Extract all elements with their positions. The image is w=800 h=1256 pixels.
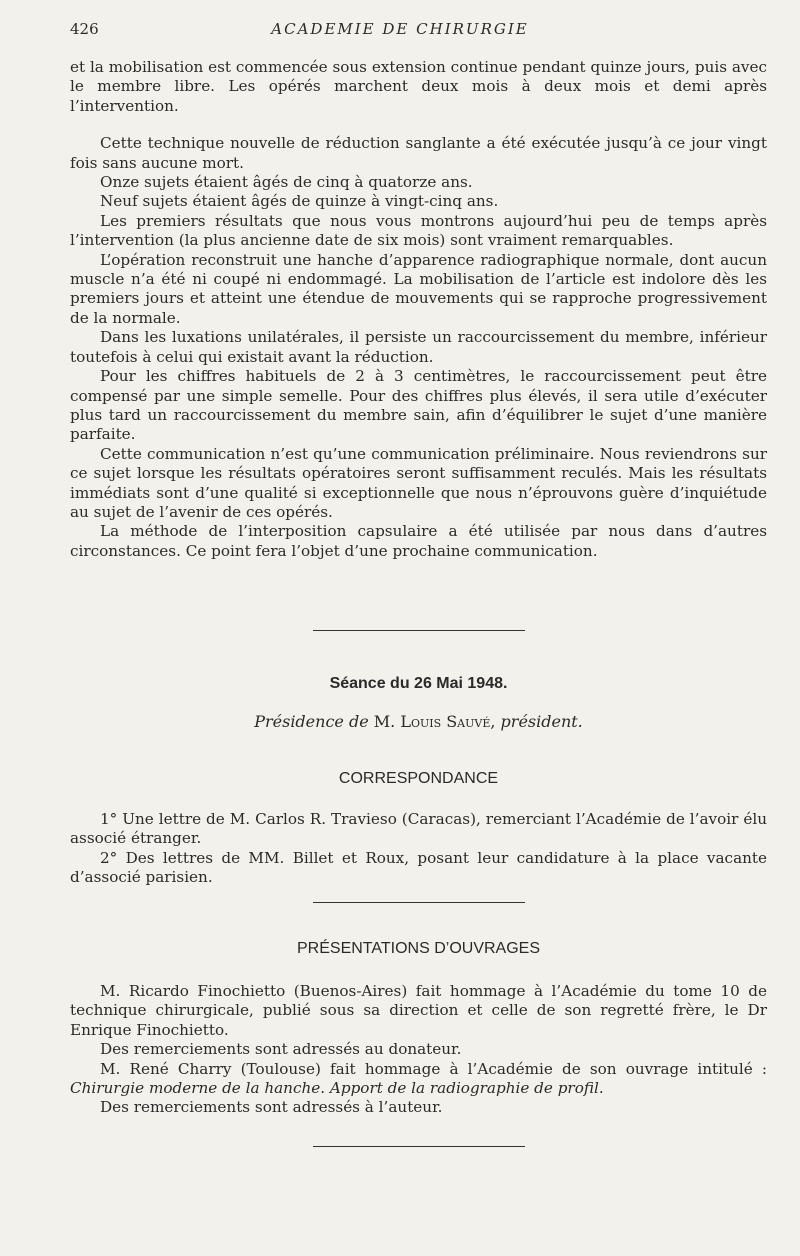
paragraph: Cette communication n’est qu’une communication préliminaire. Nous reviendrons sur ce sujet lorsque les résultats opératoires seront suffisamment reculés. Mais les résultats immédiats sont d’une qualité si exceptionnelle que nous n’éprouvons guère d’inquiétude au sujet de l’avenir de ces opérés. xyxy=(70,444,767,521)
presidence-prefix: Présidence de xyxy=(254,712,369,731)
page-header xyxy=(70,20,770,44)
paragraph: Les premiers résultats que nous vous montrons aujourd’hui peu de temps après l’intervention (la plus ancienne date de six mois) sont vraiment remarquables. xyxy=(70,211,767,250)
body-text-top xyxy=(70,58,767,561)
paragraph: Onze sujets étaient âgés de cinq à quatorze ans. xyxy=(100,173,473,192)
president-name: Louis Sauvé xyxy=(400,712,491,731)
paragraph-text: M. René Charry (Toulouse) fait hommage à l’Académie de son ouvrage intitulé : xyxy=(100,1059,767,1078)
section-divider xyxy=(313,1146,525,1147)
paragraph: et la mobilisation est commencée sous extension continue pendant quinze jours, puis avec le membre libre. Les opérés marchent deux mois à deux mois et demi après l’intervention. xyxy=(70,58,767,115)
paragraph: Cette technique nouvelle de réduction sanglante a été exécutée jusqu’à ce jour vingt fois sans aucune mort. xyxy=(70,134,767,172)
running-title: ACADEMIE DE CHIRURGIE xyxy=(271,20,529,38)
correspondance-heading: CORRESPONDANCE xyxy=(338,770,499,787)
paragraph: Des remerciements sont adressés à l’auteur. xyxy=(100,1098,443,1117)
seance-heading: Séance du 26 Mai 1948. xyxy=(329,675,508,692)
paragraph xyxy=(70,1060,767,1099)
presidence-line: Présidence de M. Louis Sauvé, président. xyxy=(254,712,583,731)
paragraph: M. Ricardo Finochietto (Buenos-Aires) fait hommage à l’Académie du tome 10 de technique chirurgicale, publié sous sa direction et celle de son regretté frère, le Dr Enrique Finochietto. xyxy=(70,982,767,1039)
presidence-role: président. xyxy=(500,712,583,731)
paragraph: Neuf sujets étaient âgés de quinze à vingt-cinq ans. xyxy=(100,192,499,211)
book-title: Chirurgie moderne de la hanche. Apport de la radiographie de profil. xyxy=(70,1079,604,1098)
paragraph: Dans les luxations unilatérales, il persiste un raccourcissement du membre, inférieur toutefois à celui qui existait avant la réduction. xyxy=(70,328,767,366)
correspondance-text xyxy=(70,810,767,888)
paragraph: La méthode de l’interposition capsulaire a été utilisée par nous dans d’autres circonstances. Ce point fera l’objet d’une prochaine communication. xyxy=(70,522,767,560)
presentations-text xyxy=(70,982,767,1118)
paragraph: Des remerciements sont adressés au donateur. xyxy=(100,1040,462,1059)
presentations-heading: PRÉSENTATIONS D’OUVRAGES xyxy=(297,940,540,957)
paragraph: Pour les chiffres habituels de 2 à 3 centimètres, le raccourcissement peut être compensé par une simple semelle. Pour des chiffres plus élevés, il sera utile d’exécuter plus tard un raccourcissement du membre sain, afin d’équilibrer le sujet d’une manière parfaite. xyxy=(70,367,767,444)
correspondance-item: 2° Des lettres de MM. Billet et Roux, posant leur candidature à la place vacante d’associé parisien. xyxy=(70,848,767,887)
paragraph: L’opération reconstruit une hanche d’apparence radiographique normale, dont aucun muscle n’a été ni coupé ni endommagé. La mobilisation de l’article est indolore dès les premiers jours et atteint une étendue de mouvements qui se rapproche progressivement de la normale. xyxy=(70,250,767,327)
section-divider xyxy=(313,630,525,631)
correspondance-item: 1° Une lettre de M. Carlos R. Travieso (Caracas), remerciant l’Académie de l’avoir élu associé étranger. xyxy=(70,810,767,848)
presidence-title: M. xyxy=(373,712,396,731)
section-divider xyxy=(313,902,525,903)
page-number: 426 xyxy=(70,20,99,38)
